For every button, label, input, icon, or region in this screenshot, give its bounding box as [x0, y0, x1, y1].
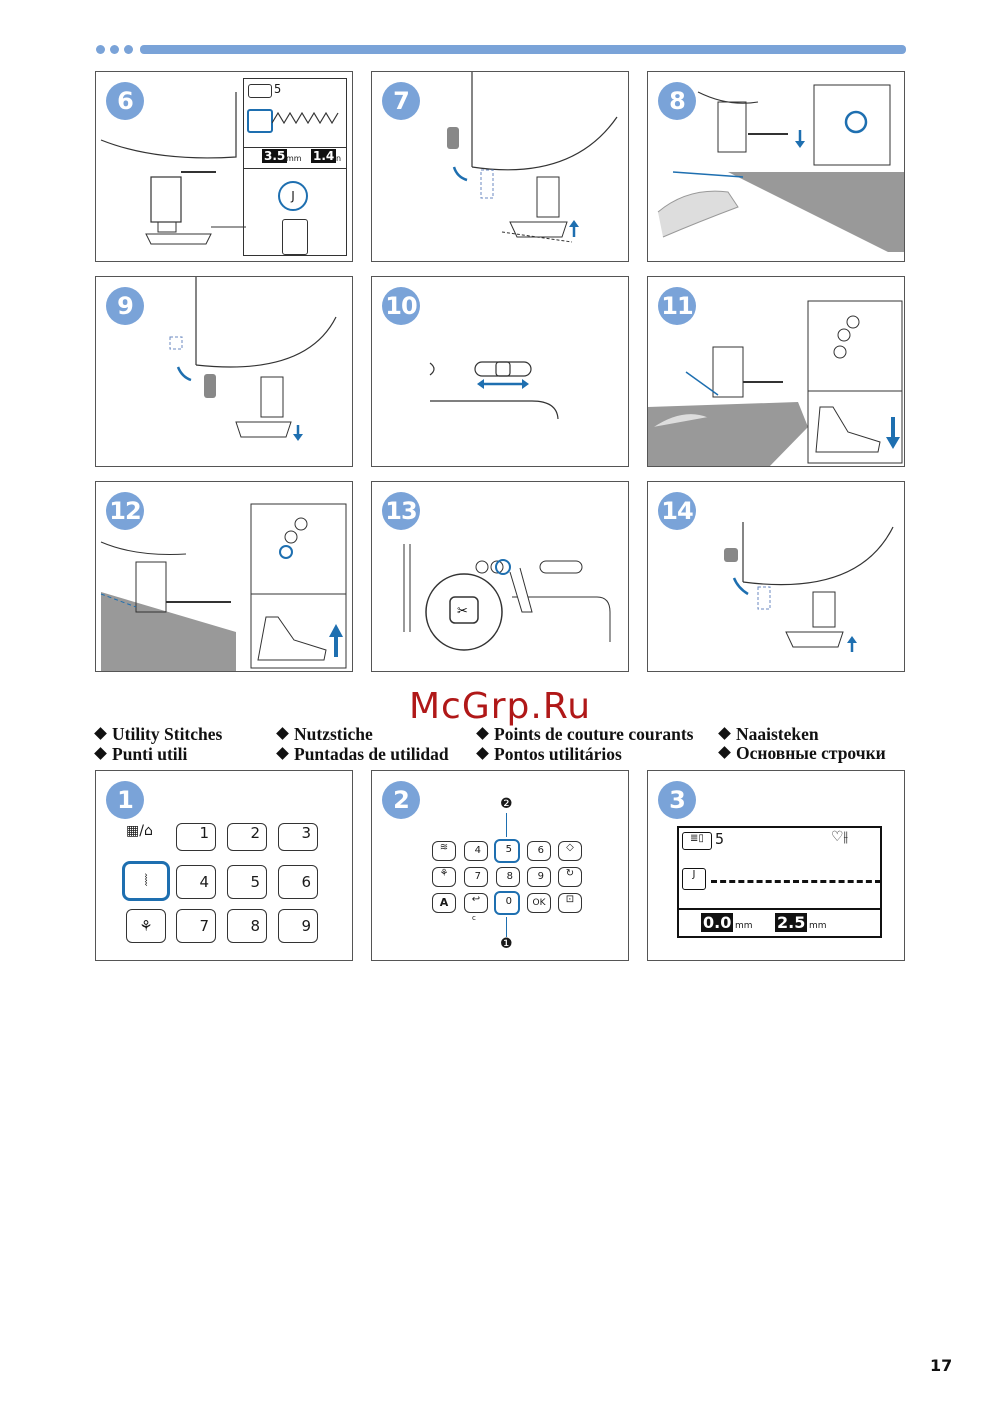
number-key-4[interactable]: 4 [176, 865, 216, 899]
lcd-screen [243, 78, 347, 256]
header-bar [96, 43, 906, 55]
stitch-width-unit: mm [735, 921, 753, 931]
header-dot [110, 45, 119, 54]
heading-pt: Pontos utilitários [478, 744, 622, 765]
number-key-1[interactable]: 1 [176, 823, 216, 851]
step-number-badge: 7 [382, 82, 420, 120]
step-1-panel [95, 770, 353, 961]
stitch-width-value: 0.0 [703, 913, 732, 932]
back-key-icon[interactable]: ↩ [464, 893, 488, 913]
character-key-icon[interactable]: ⚘ [432, 867, 456, 887]
straight-stitch-preview [711, 880, 881, 883]
step-6-panel [95, 71, 353, 262]
foot-icon [247, 109, 273, 133]
needle-icon: ♡⫲ [831, 829, 849, 845]
number-key-9[interactable]: 9 [527, 867, 551, 887]
stitch-length-value: 1.4 [313, 149, 335, 163]
stitch-length-unit: mm [809, 921, 827, 931]
number-key-7[interactable]: 7 [464, 867, 488, 887]
step-7-panel [371, 71, 629, 262]
number-key-3[interactable]: 3 [278, 823, 318, 851]
ok-key[interactable]: OK [527, 893, 551, 913]
step-8-panel [647, 71, 905, 262]
lcd-pattern-number: 5 [715, 830, 725, 848]
back-key-label: c [472, 914, 476, 922]
memory-key-icon[interactable]: ↻ [558, 867, 582, 887]
number-key-8[interactable]: 8 [496, 867, 520, 887]
pattern-icon [248, 84, 272, 98]
presser-foot-j-label: J [278, 181, 308, 211]
step-number-badge: 9 [106, 287, 144, 325]
alphabet-key[interactable]: A [432, 893, 456, 913]
save-key-icon[interactable]: ⊡ [558, 893, 582, 913]
step-10-panel [371, 276, 629, 467]
heading-en: Utility Stitches [96, 724, 222, 745]
number-key-5[interactable]: 5 [227, 865, 267, 899]
callout-2: ❷ [500, 796, 513, 812]
header-dot [124, 45, 133, 54]
pattern-icon: ≣▯ [682, 832, 712, 850]
mode-key-icon[interactable]: ◇ [558, 841, 582, 861]
lcd-pattern-number: 5 [274, 82, 282, 96]
header-line [140, 45, 906, 54]
step-number-badge: 11 [658, 287, 696, 325]
number-key-9[interactable]: 9 [278, 909, 318, 943]
lcd-screen [677, 826, 882, 938]
number-key-6[interactable]: 6 [278, 865, 318, 899]
pattern-select-key-icon: ▦/⌂ [126, 823, 166, 849]
step-number-badge: 2 [382, 781, 420, 819]
watermark: McGrp.Ru [408, 686, 592, 727]
heading-es: Puntadas de utilidad [278, 744, 449, 765]
header-dot [96, 45, 105, 54]
svg-text:✂: ✂ [457, 604, 468, 619]
callout-1: ❶ [500, 936, 513, 952]
step-2-panel [371, 770, 629, 961]
step-number-badge: 8 [658, 82, 696, 120]
heading-it: Punti utili [96, 744, 187, 765]
page-number: 17 [930, 1356, 953, 1375]
number-key-5[interactable]: 5 [494, 839, 520, 863]
stitch-width-value: 3.5 [264, 149, 286, 163]
step-number-badge: 14 [658, 492, 696, 530]
presser-foot-icon [282, 219, 308, 255]
step-number-badge: 6 [106, 82, 144, 120]
stitch-key-icon[interactable]: ≋ [432, 841, 456, 861]
number-key-4[interactable]: 4 [464, 841, 488, 861]
step-14-panel [647, 481, 905, 672]
number-key-0[interactable]: 0 [494, 891, 520, 915]
character-stitch-key[interactable]: ⚘ [126, 909, 166, 943]
number-key-8[interactable]: 8 [227, 909, 267, 943]
heading-nl: Naaisteken [720, 724, 819, 745]
heading-de: Nutzstiche [278, 724, 373, 745]
step-number-badge: 3 [658, 781, 696, 819]
utility-stitch-key[interactable]: ⦚ [122, 861, 170, 901]
heading-fr: Points de couture courants [478, 724, 693, 745]
number-key-7[interactable]: 7 [176, 909, 216, 943]
step-13-panel [371, 481, 629, 672]
zigzag-stitch-icon [272, 111, 342, 127]
step-3-panel [647, 770, 905, 961]
step-number-badge: 1 [106, 781, 144, 819]
number-key-6[interactable]: 6 [527, 841, 551, 861]
step-11-panel [647, 276, 905, 467]
step-9-panel [95, 276, 353, 467]
stitch-width-unit: mm [286, 154, 302, 163]
step-12-panel [95, 481, 353, 672]
stitch-length-value: 2.5 [777, 913, 806, 932]
stitch-length-unit: n [336, 154, 342, 163]
number-key-2[interactable]: 2 [227, 823, 267, 851]
foot-icon: J [682, 868, 706, 890]
step-number-badge: 10 [382, 287, 420, 325]
heading-ru: Основные строчки [720, 743, 886, 764]
step-number-badge: 13 [382, 492, 420, 530]
step-number-badge: 12 [106, 492, 144, 530]
